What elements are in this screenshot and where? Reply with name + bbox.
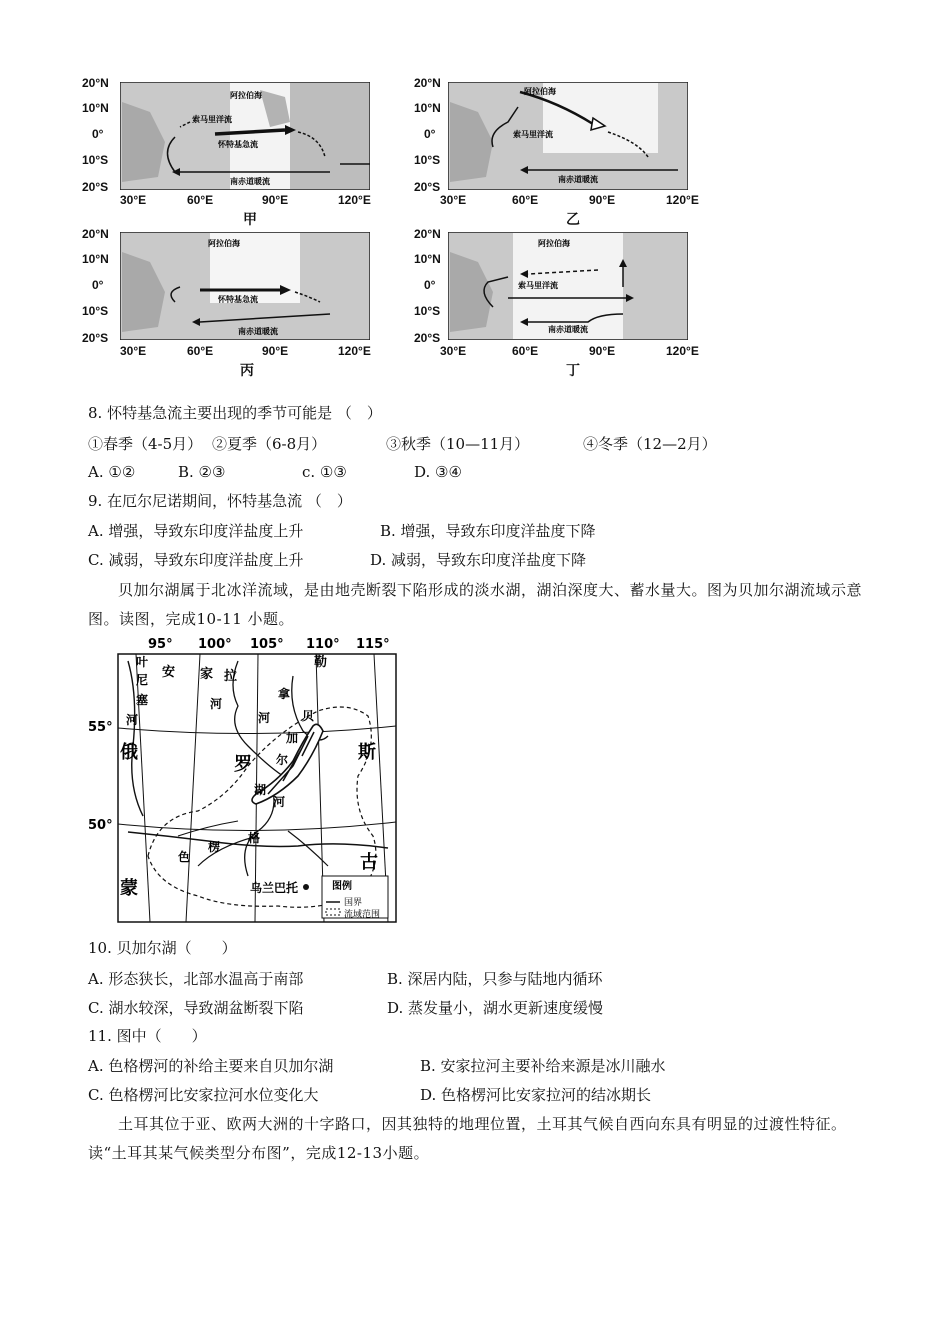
answer-option-c[interactable]: c. ①③ [302,463,347,481]
lat-label: 10°N [82,252,109,266]
lake-baikal-char: 湖 [254,783,267,797]
lon-label: 120°E [338,344,371,358]
question-8-stem: 8. 怀特基急流主要出现的季节可能是 （ ） [88,404,382,422]
lon-label: 120°E [666,344,699,358]
map-char: 拿 [278,687,291,701]
panel-caption: 乙 [566,212,580,228]
baikal-intro: 贝加尔湖属于北冰洋流域，是由地壳断裂下陷形成的淡水湖，湖泊深度大、蓄水量大。图为贝加尔湖流域示意图。读图，完成10-11 小题。 [88,581,863,628]
river-yenisei-char: 河 [126,713,139,727]
season-option: ④冬季（12—2月） [583,435,717,453]
lat-label: 0° [424,278,436,292]
lat-label: 0° [92,127,104,141]
question-11-stem: 11. 图中（ ） [88,1027,207,1045]
river-angara-char: 河 [210,697,223,711]
label-arabian-sea: 阿拉伯海 [230,91,262,100]
answer-option-b[interactable]: B. 安家拉河主要补给来源是冰川融水 [420,1057,666,1075]
label-wyrtki-jet: 怀特基急流 [218,295,258,304]
lat-label: 20°N [82,76,109,90]
lake-baikal-char: 加 [286,731,299,745]
current-map-jia [120,82,370,190]
river-angara-char: 家 [200,667,214,682]
river-lena: 勒 [314,655,328,670]
answer-option-b[interactable]: B. 增强，导致东印度洋盐度下降 [380,522,596,540]
lat-label: 20°N [414,76,441,90]
lon-label: 115° [356,637,390,652]
answer-option-d[interactable]: D. 蒸发量小，湖水更新速度缓慢 [387,999,604,1017]
panel-caption: 丙 [240,363,254,379]
country-russia-char: 罗 [234,754,252,775]
country-mongolia-char: 古 [360,852,378,873]
lon-label: 90°E [589,193,616,207]
lon-label: 60°E [187,193,214,207]
lat-label: 10°S [82,153,109,167]
answer-option-c[interactable]: C. 色格楞河比安家拉河水位变化大 [88,1086,319,1104]
lat-label: 20°S [414,331,441,345]
lon-label: 90°E [262,193,289,207]
lat-label: 10°S [82,304,109,318]
country-russia-char: 斯 [358,742,376,763]
answer-option-b[interactable]: B. 深居内陆，只参与陆地内循环 [387,970,603,988]
lake-baikal-char: 贝 [302,709,315,723]
lon-label: 30°E [120,344,147,358]
panel-caption: 丁 [566,363,580,379]
lat-label: 10°N [414,252,441,266]
label-south-equatorial: 南赤道暖流 [558,175,598,184]
lon-label: 60°E [512,344,539,358]
lat-label: 10°N [414,101,441,115]
lon-label: 120°E [338,193,371,207]
lon-label: 110° [306,637,340,652]
lon-label: 30°E [120,193,147,207]
current-map-ding [448,232,688,340]
season-option: ②夏季（6-8月） [212,435,327,453]
answer-option-d[interactable]: D. 色格楞河比安家拉河的结冰期长 [420,1086,652,1104]
label-wyrtki-jet: 怀特基急流 [218,140,258,149]
river-yenisei-char: 尼 [136,673,149,687]
river-selenga-char: 色 [178,850,191,864]
lat-label: 20°N [82,227,109,241]
answer-option-c[interactable]: C. 减弱，导致东印度洋盐度上升 [88,551,304,569]
label-somali-current: 索马里洋流 [518,281,558,290]
answer-option-a[interactable]: A. 色格楞河的补给主要来自贝加尔湖 [88,1057,334,1075]
label-south-equatorial: 南赤道暖流 [548,325,588,334]
river-yenisei-char: 叶 [136,655,149,669]
legend-title: 图例 [332,881,352,892]
lat-label: 0° [92,278,104,292]
question-9-stem: 9. 在厄尔尼诺期间，怀特基急流 （ ） [88,492,352,510]
legend-border: 国界 [344,898,363,908]
answer-option-a[interactable]: A. ①② [88,463,136,481]
label-somali-current: 索马里洋流 [192,115,232,124]
lat-label: 10°N [82,101,109,115]
river-angara-char: 安 [162,665,176,680]
map-char: 河 [258,711,271,725]
lat-label: 20°S [82,331,109,345]
river-angara-char: 拉 [224,669,238,684]
river-selenga-char: 格 [248,831,261,845]
lat-label: 20°S [414,180,441,194]
river-selenga-char: 楞 [208,840,221,854]
current-map-bing [120,232,370,340]
lon-label: 30°E [440,344,467,358]
lat-label: 10°S [414,153,441,167]
label-arabian-sea: 阿拉伯海 [524,87,556,96]
panel-caption: 甲 [243,212,257,228]
answer-option-c[interactable]: C. 湖水较深，导致湖盆断裂下陷 [88,999,304,1017]
answer-option-a[interactable]: A. 增强，导致东印度洋盐度上升 [88,522,304,540]
lat-label: 55° [88,720,113,735]
question-10-stem: 10. 贝加尔湖（ ） [88,939,237,957]
lat-label: 10°S [414,304,441,318]
country-mongolia-char: 蒙 [120,878,138,899]
lon-label: 60°E [512,193,539,207]
answer-option-b[interactable]: B. ②③ [178,463,226,481]
answer-option-d[interactable]: D. ③④ [414,463,462,481]
river-selenga-char: 河 [273,795,286,809]
baikal-basin-map [88,636,398,928]
lon-label: 90°E [589,344,616,358]
lon-label: 90°E [262,344,289,358]
answer-option-d[interactable]: D. 减弱，导致东印度洋盐度下降 [370,551,587,569]
lon-label: 30°E [440,193,467,207]
lon-label: 120°E [666,193,699,207]
label-south-equatorial: 南赤道暖流 [230,177,270,186]
lat-label: 20°N [414,227,441,241]
city-ulaanbaatar: 乌兰巴托 [250,881,299,895]
lon-label: 100° [198,637,232,652]
lon-label: 95° [148,637,173,652]
lat-label: 20°S [82,180,109,194]
lon-label: 105° [250,637,284,652]
country-russia-char: 俄 [120,742,138,763]
lat-label: 50° [88,818,113,833]
turkey-intro: 土耳其位于亚、欧两大洲的十字路口，因其独特的地理位置，土耳其气候自西向东具有明显的过渡性特征。读“土耳其某气候类型分布图”，完成12-13小题。 [88,1115,847,1162]
answer-option-a[interactable]: A. 形态狭长，北部水温高于南部 [88,970,304,988]
season-option: ③秋季（10—11月） [386,435,530,453]
river-yenisei-char: 塞 [136,693,149,707]
lat-label: 0° [424,127,436,141]
label-somali-current: 索马里洋流 [513,130,553,139]
label-south-equatorial: 南赤道暖流 [238,327,278,336]
current-map-yi [448,82,688,190]
lon-label: 60°E [187,344,214,358]
label-arabian-sea: 阿拉伯海 [208,239,240,248]
legend-basin: 流域范围 [344,910,381,920]
lake-baikal-char: 尔 [276,753,289,767]
season-option: ①春季（4-5月） [88,435,203,453]
label-arabian-sea: 阿拉伯海 [538,239,570,248]
